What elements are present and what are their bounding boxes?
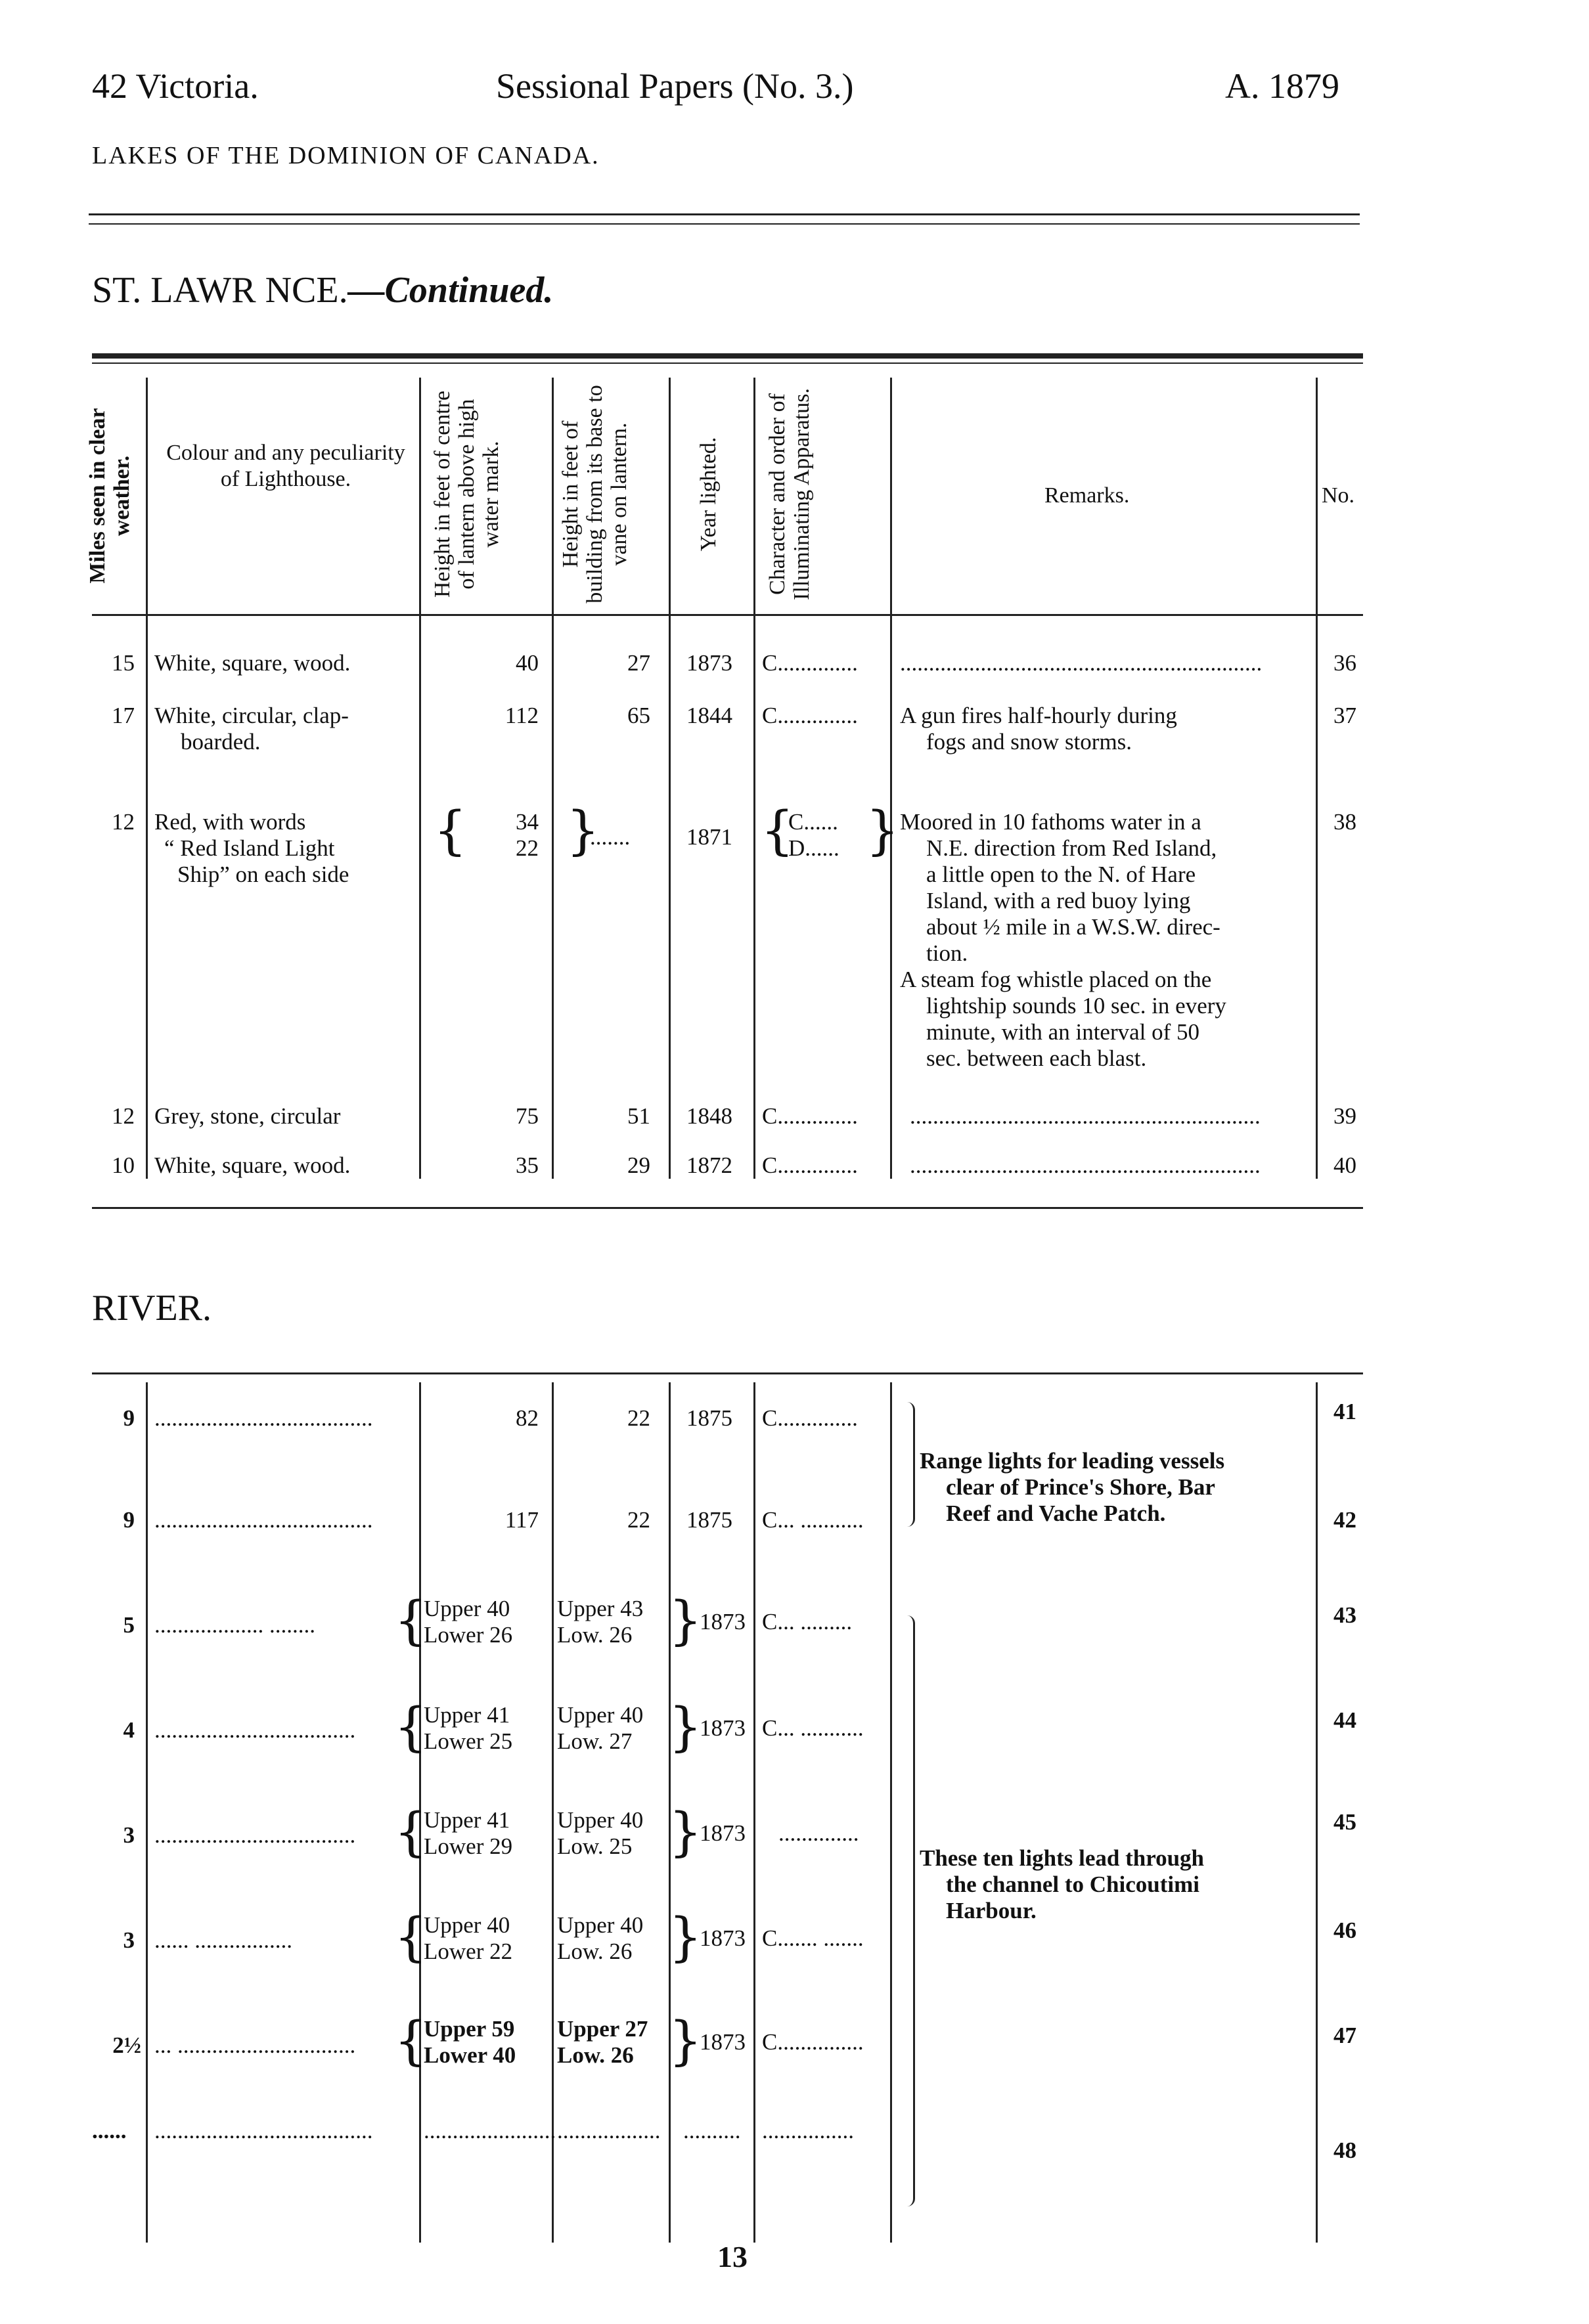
remark-line: Harbour. bbox=[946, 1898, 1037, 1923]
cell-miles: 5 bbox=[123, 1612, 135, 1638]
cell-year: 1875 bbox=[686, 1507, 732, 1533]
right-brace-icon: } bbox=[566, 800, 600, 861]
cell-height-building-lower: Low. 26 bbox=[557, 1939, 633, 1964]
cell-year: 1871 bbox=[686, 824, 732, 850]
cell-colour: ................................... bbox=[154, 1717, 356, 1743]
cell-colour: White, circular, clap- bbox=[154, 703, 349, 728]
cell-character: C.............. bbox=[762, 1405, 858, 1431]
cell-height-lantern-lower: Lower 29 bbox=[424, 1833, 513, 1859]
col-header-no: No. bbox=[1322, 483, 1355, 508]
col-divider bbox=[552, 1382, 554, 2243]
cell-year: 1873 bbox=[700, 1609, 746, 1634]
cell-height-lantern-upper: Upper 40 bbox=[424, 1596, 510, 1621]
cell-height-building-upper: Upper 43 bbox=[557, 1596, 644, 1621]
cell-colour: White, square, wood. bbox=[154, 650, 351, 676]
col-divider bbox=[753, 378, 755, 1179]
col-header-height-building: Height in feet of building from its base to vane on lantern. bbox=[558, 385, 631, 603]
col-header-year: Year lighted. bbox=[696, 437, 721, 552]
cell-no: 40 bbox=[1333, 1152, 1356, 1178]
cell-height-lantern-upper: Upper 59 bbox=[424, 2016, 515, 2042]
cell-remarks: ............................................................... bbox=[900, 650, 1263, 676]
cell-miles: 12 bbox=[112, 809, 135, 835]
cell-miles: 15 bbox=[112, 650, 135, 676]
cell-height-lantern: 35 bbox=[516, 1152, 539, 1178]
cell-height-building: 27 bbox=[627, 650, 650, 676]
cell-no: 42 bbox=[1333, 1507, 1356, 1533]
cell-miles: 17 bbox=[112, 703, 135, 728]
cell-miles: 12 bbox=[112, 1103, 135, 1129]
cell-colour: ...................................... bbox=[154, 2118, 373, 2143]
right-brace-icon: } bbox=[669, 2010, 702, 2071]
cell-height-lantern-b: 22 bbox=[516, 835, 539, 861]
cell-height-building-lower: Low. 27 bbox=[557, 1728, 633, 1754]
col-divider bbox=[146, 378, 148, 1179]
cell-colour: ................... ........ bbox=[154, 1612, 315, 1638]
cell-no: 37 bbox=[1333, 703, 1356, 728]
remark-line: a little open to the N. of Hare bbox=[926, 862, 1196, 887]
cell-character-a: C...... bbox=[788, 809, 838, 835]
remark-line: sec. between each blast. bbox=[926, 1045, 1147, 1071]
cell-height-lantern: 75 bbox=[516, 1103, 539, 1129]
cell-miles: 2½ bbox=[112, 2032, 141, 2058]
table-header-bottom-rule bbox=[92, 614, 1363, 616]
section-title-text: ST. LAWR NCE. bbox=[92, 270, 348, 311]
cell-height-building-upper: Upper 40 bbox=[557, 1807, 644, 1833]
remark-line: minute, with an interval of 50 bbox=[926, 1019, 1200, 1045]
remark-line: lightship sounds 10 sec. in every bbox=[926, 993, 1226, 1019]
cell-character: .............. bbox=[778, 1820, 859, 1846]
remark-line: Island, with a red buoy lying bbox=[926, 888, 1191, 913]
remark-line: the channel to Chicoutimi bbox=[946, 1872, 1199, 1897]
col-divider bbox=[146, 1382, 148, 2243]
remark-line: These ten lights lead through bbox=[920, 1845, 1205, 1871]
cell-height-building: 65 bbox=[627, 703, 650, 728]
col-header-height-lantern: Height in feet of centre of lantern above high water mark. bbox=[430, 390, 503, 598]
header-rule-1 bbox=[89, 213, 1360, 215]
cell-height-building-lower: Low. 25 bbox=[557, 1833, 633, 1859]
col-divider bbox=[890, 1382, 892, 2243]
cell-height-lantern: 117 bbox=[504, 1507, 539, 1533]
cell-height-building: 22 bbox=[627, 1405, 650, 1431]
cell-height-building: 51 bbox=[627, 1103, 650, 1129]
header-right: A. 1879 bbox=[1225, 66, 1339, 106]
left-brace-icon: { bbox=[394, 1801, 428, 1862]
right-brace-icon: } bbox=[669, 1801, 702, 1862]
section-title-river: RIVER. bbox=[92, 1288, 212, 1328]
remark-line: Range lights for leading vessels bbox=[920, 1448, 1225, 1474]
right-brace-icon: } bbox=[866, 800, 899, 861]
header-rule-2 bbox=[89, 223, 1360, 225]
table-top-rule-thin bbox=[92, 362, 1363, 364]
cell-height-lantern: 82 bbox=[516, 1405, 539, 1431]
cell-height-lantern-lower: Lower 40 bbox=[424, 2042, 516, 2068]
cell-remarks-cont: fogs and snow storms. bbox=[926, 729, 1132, 755]
left-brace-icon: { bbox=[394, 1906, 428, 1967]
col-header-miles: Miles seen in clear weather. bbox=[85, 408, 134, 584]
cell-height-lantern-lower: Lower 22 bbox=[424, 1939, 513, 1964]
cell-character: C............... bbox=[762, 2029, 864, 2055]
col-divider bbox=[1316, 378, 1318, 1179]
table-bottom-rule bbox=[92, 1207, 1363, 1209]
cell-colour: ...................................... bbox=[154, 1507, 373, 1533]
cell-miles: 4 bbox=[123, 1717, 135, 1743]
col-header-character: Character and order of Illuminating Apparatus. bbox=[765, 388, 814, 600]
cell-remarks: ............................................................. bbox=[910, 1103, 1261, 1129]
cell-no: 36 bbox=[1333, 650, 1356, 676]
cell-no: 44 bbox=[1333, 1707, 1356, 1733]
cell-no: 39 bbox=[1333, 1103, 1356, 1129]
cell-no: 43 bbox=[1333, 1602, 1356, 1628]
cell-colour-cont: Ship” on each side bbox=[177, 862, 349, 887]
remark-line: about ½ mile in a W.S.W. direc- bbox=[926, 914, 1220, 940]
range-remarks bbox=[920, 1448, 1314, 1527]
section-title-continued: —Continued. bbox=[347, 270, 554, 311]
table2-top-rule bbox=[92, 1372, 1363, 1374]
table-top-rule-thick bbox=[92, 353, 1363, 359]
cell-character: C... ......... bbox=[762, 1609, 853, 1634]
cell-year: 1873 bbox=[700, 1820, 746, 1846]
cell-height-lantern-lower: Lower 26 bbox=[424, 1622, 513, 1648]
left-brace-icon: { bbox=[434, 800, 467, 861]
page-number: 13 bbox=[717, 2240, 748, 2273]
page-subtitle: LAKES OF THE DOMINION OF CANADA. bbox=[92, 142, 600, 169]
cell-height-lantern: 40 bbox=[516, 650, 539, 676]
cell-height-building-upper: Upper 40 bbox=[557, 1912, 644, 1938]
cell-height-building: .................. bbox=[557, 2118, 661, 2143]
remark-line: clear of Prince's Shore, Bar bbox=[946, 1474, 1215, 1500]
cell-colour: ... ............................... bbox=[154, 2032, 356, 2058]
right-brace-icon: } bbox=[669, 1590, 702, 1651]
col-divider bbox=[753, 1382, 755, 2243]
cell-miles: 9 bbox=[123, 1507, 135, 1533]
cell-year: 1875 bbox=[686, 1405, 732, 1431]
left-brace-icon: { bbox=[761, 800, 794, 861]
col-header-remarks: Remarks. bbox=[1044, 483, 1130, 508]
cell-year: 1873 bbox=[700, 2029, 746, 2055]
cell-colour: White, square, wood. bbox=[154, 1152, 351, 1178]
cell-height-lantern-lower: Lower 25 bbox=[424, 1728, 513, 1754]
cell-year: 1873 bbox=[700, 1925, 746, 1951]
col-divider bbox=[419, 378, 421, 1179]
cell-colour: ...... ................. bbox=[154, 1927, 292, 1953]
cell-character: C.............. bbox=[762, 1103, 858, 1129]
col-header-colour: Colour and any peculiarity of Lighthouse. bbox=[166, 441, 405, 491]
remark-line: tion. bbox=[926, 940, 968, 966]
remark-line: A steam fog whistle placed on the bbox=[900, 967, 1212, 992]
cell-miles: ...... bbox=[92, 2118, 127, 2143]
col-divider bbox=[1316, 1382, 1318, 2243]
cell-colour: Red, with words bbox=[154, 809, 306, 835]
cell-miles: 3 bbox=[123, 1927, 135, 1953]
cell-remarks: ............................................................. bbox=[910, 1152, 1261, 1178]
cell-height-building: 22 bbox=[627, 1507, 650, 1533]
cell-year: 1872 bbox=[686, 1152, 732, 1178]
cell-height-building-lower: Low. 26 bbox=[557, 2042, 634, 2068]
cell-height-lantern-upper: Upper 41 bbox=[424, 1807, 510, 1833]
cell-character: C.............. bbox=[762, 650, 858, 676]
cell-remarks-lightship bbox=[900, 809, 1314, 1072]
section-title-st-lawrence bbox=[92, 269, 553, 311]
left-brace-icon: { bbox=[394, 1696, 428, 1757]
cell-height-building: ....... bbox=[590, 824, 631, 850]
range-brace-icon bbox=[900, 1402, 915, 1527]
cell-character: C... ........... bbox=[762, 1507, 864, 1533]
cell-height-lantern-upper: Upper 40 bbox=[424, 1912, 510, 1938]
cell-remarks: A gun fires half-hourly during bbox=[900, 703, 1177, 728]
cell-character: C.............. bbox=[762, 1152, 858, 1178]
cell-no: 41 bbox=[1333, 1399, 1356, 1424]
channel-brace-icon bbox=[900, 1615, 915, 2206]
cell-year: .......... bbox=[683, 2118, 741, 2143]
cell-no: 46 bbox=[1333, 1918, 1356, 1943]
cell-colour: ...................................... bbox=[154, 1405, 373, 1431]
cell-miles: 10 bbox=[112, 1152, 135, 1178]
cell-character: C... ........... bbox=[762, 1715, 864, 1741]
cell-height-building-upper: Upper 40 bbox=[557, 1702, 644, 1728]
right-brace-icon: } bbox=[669, 1906, 702, 1967]
cell-colour-cont: boarded. bbox=[181, 729, 261, 755]
header-left: 42 Victoria. bbox=[92, 66, 259, 106]
cell-height-building-lower: Low. 26 bbox=[557, 1622, 633, 1648]
remark-line: Reef and Vache Patch. bbox=[946, 1501, 1166, 1526]
left-brace-icon: { bbox=[394, 1590, 428, 1651]
cell-miles: 3 bbox=[123, 1822, 135, 1848]
cell-character: C....... ....... bbox=[762, 1925, 864, 1951]
cell-height-building: 29 bbox=[627, 1152, 650, 1178]
remark-line: N.E. direction from Red Island, bbox=[926, 835, 1217, 861]
col-divider bbox=[669, 378, 671, 1179]
cell-no: 38 bbox=[1333, 809, 1356, 835]
cell-no: 47 bbox=[1333, 2023, 1356, 2048]
cell-character: ................ bbox=[762, 2118, 854, 2143]
cell-height-lantern: ....................... bbox=[424, 2118, 556, 2143]
cell-height-building-upper: Upper 27 bbox=[557, 2016, 648, 2042]
cell-colour: ................................... bbox=[154, 1822, 356, 1848]
col-divider bbox=[552, 378, 554, 1179]
cell-no: 45 bbox=[1333, 1809, 1356, 1835]
cell-height-lantern: 112 bbox=[504, 703, 539, 728]
header-center: Sessional Papers (No. 3.) bbox=[496, 66, 854, 106]
cell-no: 48 bbox=[1333, 2138, 1356, 2163]
cell-year: 1873 bbox=[700, 1715, 746, 1741]
left-brace-icon: { bbox=[394, 2010, 428, 2071]
cell-year: 1873 bbox=[686, 650, 732, 676]
cell-year: 1848 bbox=[686, 1103, 732, 1129]
cell-character: C.............. bbox=[762, 703, 858, 728]
channel-remarks bbox=[920, 1845, 1314, 1924]
col-divider bbox=[890, 378, 892, 1179]
cell-height-lantern-a: 34 bbox=[516, 809, 539, 835]
right-brace-icon: } bbox=[669, 1696, 702, 1757]
cell-miles: 9 bbox=[123, 1405, 135, 1431]
cell-character-b: D...... bbox=[788, 835, 839, 861]
remark-line: Moored in 10 fathoms water in a bbox=[900, 809, 1201, 835]
cell-height-lantern-upper: Upper 41 bbox=[424, 1702, 510, 1728]
cell-colour-cont: “ Red Island Light bbox=[164, 835, 335, 861]
cell-year: 1844 bbox=[686, 703, 732, 728]
cell-colour: Grey, stone, circular bbox=[154, 1103, 341, 1129]
